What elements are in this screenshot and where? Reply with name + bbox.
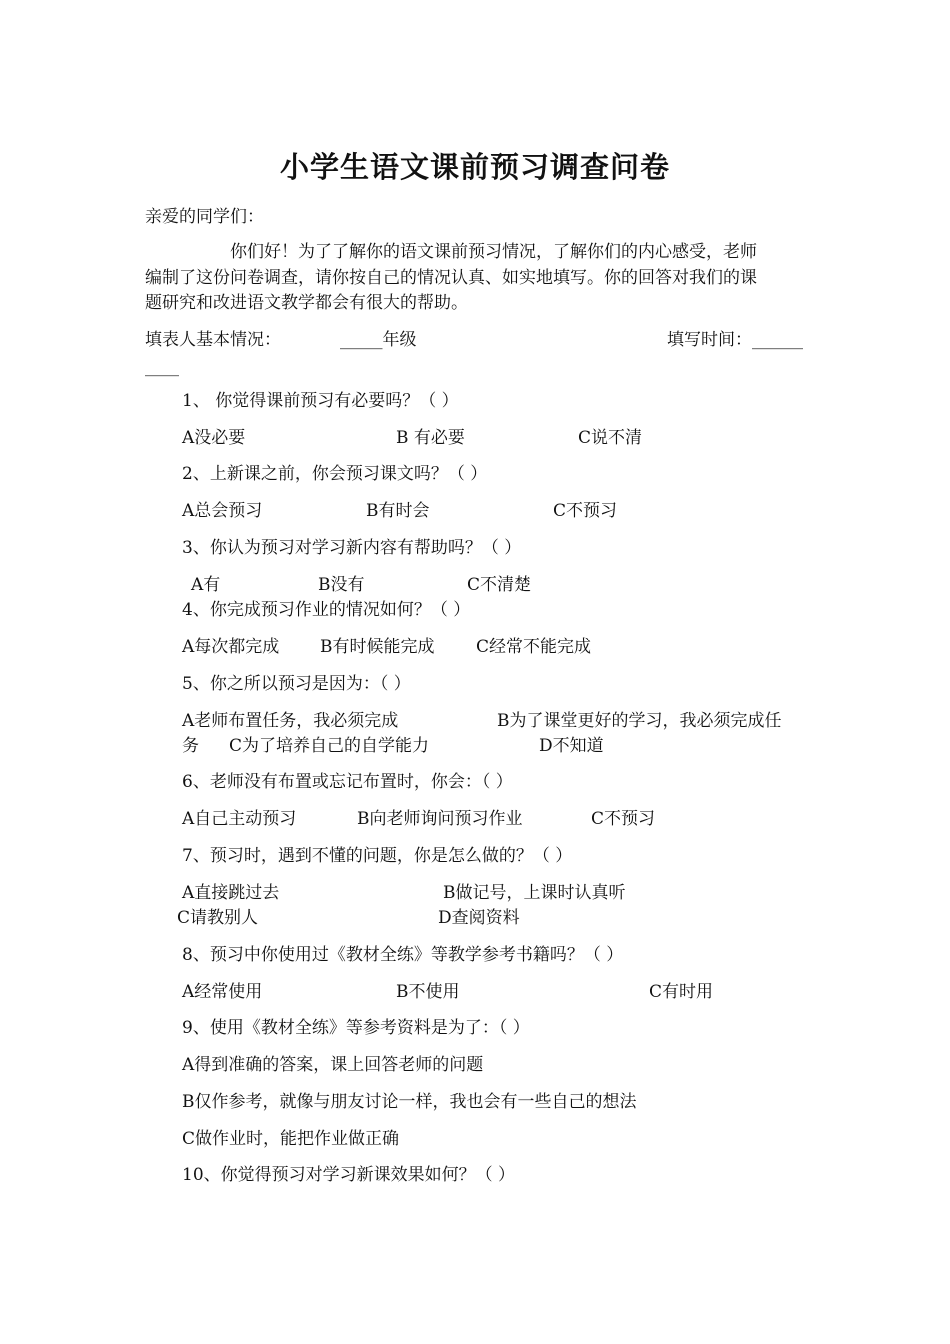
- question-4: 4、你完成预习作业的情况如何？（ ）: [182, 600, 471, 620]
- q8-option-a: A经常使用: [182, 982, 263, 1002]
- q5-option-b: B为了课堂更好的学习，我必须完成任: [497, 711, 782, 731]
- fill-time-field-continued: ____: [145, 357, 179, 377]
- q6-option-c: C不预习: [591, 809, 656, 829]
- q3-option-c: C不清楚: [467, 575, 532, 595]
- q2-option-a: A总会预习: [182, 501, 263, 521]
- intro-line-3: 题研究和改进语文教学都会有很大的帮助。: [145, 293, 468, 313]
- q5-option-c: C为了培养自己的自学能力: [229, 736, 430, 756]
- grade-field: _____年级: [340, 330, 417, 350]
- q1-option-c: C说不清: [578, 428, 643, 448]
- fill-time-field: 填写时间：______: [667, 330, 803, 350]
- q9-option-c: C做作业时，能把作业做正确: [182, 1129, 400, 1149]
- question-5: 5、你之所以预习是因为：（ ）: [182, 674, 411, 694]
- intro-line-1: 你们好！为了了解你的语文课前预习情况，了解你们的内心感受，老师: [230, 242, 757, 262]
- q1-option-b: B 有必要: [396, 428, 465, 448]
- question-6: 6、老师没有布置或忘记布置时，你会：（ ）: [182, 772, 513, 792]
- q6-option-b: B向老师询问预习作业: [357, 809, 523, 829]
- question-8: 8、预习中你使用过《教材全练》等教学参考书籍吗？（ ）: [182, 945, 624, 965]
- q6-option-a: A自己主动预习: [182, 809, 297, 829]
- q3-option-b: B没有: [318, 575, 365, 595]
- question-10: 10、你觉得预习对学习新课效果如何？（ ）: [182, 1165, 516, 1185]
- q1-option-a: A没必要: [182, 428, 246, 448]
- question-3: 3、你认为预习对学习新内容有帮助吗？（ ）: [182, 538, 522, 558]
- q8-option-c: C有时用: [649, 982, 714, 1002]
- question-7: 7、预习时，遇到不懂的问题，你是怎么做的？（ ）: [182, 846, 573, 866]
- q5-option-b-continued: 务: [182, 736, 199, 756]
- info-label: 填表人基本情况：: [145, 330, 281, 350]
- q7-option-b: B做记号，上课时认真听: [443, 883, 626, 903]
- page-title: 小学生语文课前预习调查问卷: [279, 150, 670, 184]
- q3-option-a: A有: [191, 575, 221, 595]
- intro-line-2: 编制了这份问卷调查，请你按自己的情况认真、如实地填写。你的回答对我们的课: [145, 268, 757, 288]
- question-1: 1、 你觉得课前预习有必要吗？（ ）: [182, 391, 459, 411]
- q7-option-a: A直接跳过去: [182, 883, 280, 903]
- q2-option-b: B有时会: [366, 501, 430, 521]
- q9-option-b: B仅作参考，就像与朋友讨论一样，我也会有一些自己的想法: [182, 1092, 637, 1112]
- q7-option-d: D查阅资料: [438, 908, 520, 928]
- q4-option-a: A每次都完成: [182, 637, 280, 657]
- q5-option-a: A老师布置任务，我必须完成: [182, 711, 399, 731]
- q9-option-a: A得到准确的答案，课上回答老师的问题: [182, 1055, 484, 1075]
- question-2: 2、上新课之前，你会预习课文吗？（ ）: [182, 464, 488, 484]
- q4-option-b: B有时候能完成: [320, 637, 435, 657]
- q4-option-c: C经常不能完成: [476, 637, 592, 657]
- q7-option-c: C请教别人: [177, 908, 259, 928]
- q2-option-c: C不预习: [553, 501, 618, 521]
- greeting: 亲爱的同学们：: [145, 207, 264, 227]
- q8-option-b: B不使用: [396, 982, 460, 1002]
- q5-option-d: D不知道: [539, 736, 604, 756]
- question-9: 9、使用《教材全练》等参考资料是为了：（ ）: [182, 1018, 530, 1038]
